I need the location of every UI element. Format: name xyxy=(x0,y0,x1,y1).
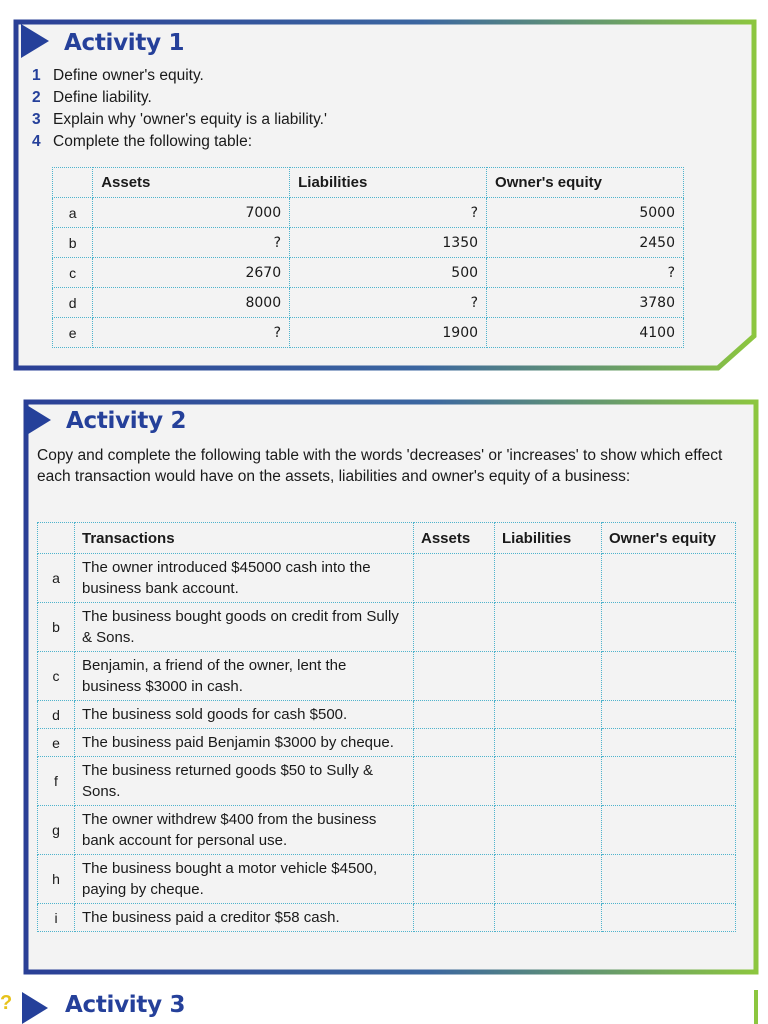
transaction-cell: The business paid Benjamin $3000 by cheque. xyxy=(75,729,414,757)
equity-answer-cell xyxy=(602,806,736,855)
table-row xyxy=(53,198,684,228)
lightbulb-icon: ? xyxy=(0,992,13,1014)
equity-answer-cell xyxy=(602,904,736,932)
assets-cell: 2670 xyxy=(93,258,290,288)
transaction-cell: The owner withdrew $400 from the business bank account for personal use. xyxy=(75,806,414,855)
activity-1-title: Activity 1 xyxy=(64,30,185,56)
liabilities-cell: 1350 xyxy=(290,228,487,258)
liabilities-cell: 500 xyxy=(290,258,487,288)
assets-cell: 8000 xyxy=(93,288,290,318)
assets-answer-cell xyxy=(414,757,495,806)
row-label: c xyxy=(38,652,75,701)
assets-answer-cell xyxy=(414,729,495,757)
equity-answer-cell xyxy=(602,554,736,603)
assets-answer-cell xyxy=(414,701,495,729)
row-label: b xyxy=(53,228,93,258)
assets-answer-cell xyxy=(414,806,495,855)
equity-cell: ? xyxy=(487,258,684,288)
activity-2-title: Activity 2 xyxy=(66,408,187,434)
col-header-assets: Assets xyxy=(93,168,290,198)
table-row xyxy=(53,258,684,288)
row-label: i xyxy=(38,904,75,932)
liabilities-answer-cell xyxy=(495,806,602,855)
table-row xyxy=(38,904,736,932)
liabilities-cell: 1900 xyxy=(290,318,487,348)
equity-cell: 5000 xyxy=(487,198,684,228)
table-row xyxy=(38,855,736,904)
row-label: a xyxy=(53,198,93,228)
liabilities-answer-cell xyxy=(495,904,602,932)
transactions-table xyxy=(37,522,736,932)
assets-answer-cell xyxy=(414,554,495,603)
liabilities-answer-cell xyxy=(495,855,602,904)
row-label: d xyxy=(53,288,93,318)
liabilities-answer-cell xyxy=(495,701,602,729)
transaction-cell: The owner introduced $45000 cash into the business bank account. xyxy=(75,554,414,603)
assets-answer-cell xyxy=(414,904,495,932)
liabilities-answer-cell xyxy=(495,729,602,757)
table-row xyxy=(38,603,736,652)
liabilities-cell: ? xyxy=(290,288,487,318)
activity-2-instructions: Copy and complete the following table with the words 'decreases' or 'increases' to show which effect each transaction would have on the assets, liabilities and owner's equity of a business: xyxy=(37,447,723,485)
table-row xyxy=(53,318,684,348)
row-label: h xyxy=(38,855,75,904)
activity-arrow-icon xyxy=(21,24,49,58)
assets-answer-cell xyxy=(414,652,495,701)
col-header-assets: Assets xyxy=(414,523,495,554)
liabilities-answer-cell xyxy=(495,757,602,806)
col-header-owners-equity: Owner's equity xyxy=(602,523,736,554)
table-row xyxy=(38,652,736,701)
question-item: 3 Explain why 'owner's equity is a liability.' xyxy=(32,111,327,128)
table-row xyxy=(38,806,736,855)
equity-answer-cell xyxy=(602,701,736,729)
table-header-row xyxy=(53,168,684,198)
equity-cell: 2450 xyxy=(487,228,684,258)
question-item: 1 Define owner's equity. xyxy=(32,67,204,84)
equity-answer-cell xyxy=(602,652,736,701)
equity-table xyxy=(52,167,684,348)
transaction-cell: The business sold goods for cash $500. xyxy=(75,701,414,729)
assets-answer-cell xyxy=(414,855,495,904)
row-label: e xyxy=(38,729,75,757)
transaction-cell: The business paid a creditor $58 cash. xyxy=(75,904,414,932)
question-list xyxy=(32,65,327,153)
col-header-liabilities: Liabilities xyxy=(495,523,602,554)
row-label: e xyxy=(53,318,93,348)
activity-arrow-icon xyxy=(25,404,51,436)
row-label: a xyxy=(38,554,75,603)
liabilities-answer-cell xyxy=(495,652,602,701)
table-row xyxy=(38,729,736,757)
question-item: 4 Complete the following table: xyxy=(32,133,253,150)
activity-arrow-icon xyxy=(22,992,48,1024)
table-header-row xyxy=(38,523,736,554)
transaction-cell: Benjamin, a friend of the owner, lent the business $3000 in cash. xyxy=(75,652,414,701)
equity-cell: 4100 xyxy=(487,318,684,348)
activity-3-title: Activity 3 xyxy=(65,992,186,1018)
table-row xyxy=(38,554,736,603)
activity-1-box xyxy=(12,18,758,372)
col-header-transactions: Transactions xyxy=(75,523,414,554)
equity-answer-cell xyxy=(602,855,736,904)
transaction-cell: The business returned goods $50 to Sully & Sons. xyxy=(75,757,414,806)
table-row xyxy=(38,701,736,729)
liabilities-answer-cell xyxy=(495,603,602,652)
equity-cell: 3780 xyxy=(487,288,684,318)
row-label: g xyxy=(38,806,75,855)
transaction-cell: The business bought goods on credit from Sully & Sons. xyxy=(75,603,414,652)
assets-cell: ? xyxy=(93,228,290,258)
liabilities-cell: ? xyxy=(290,198,487,228)
row-label: c xyxy=(53,258,93,288)
table-row xyxy=(53,288,684,318)
question-item: 2 Define liability. xyxy=(32,89,152,106)
table-row xyxy=(53,228,684,258)
row-label: b xyxy=(38,603,75,652)
equity-answer-cell xyxy=(602,729,736,757)
row-label: f xyxy=(38,757,75,806)
equity-answer-cell xyxy=(602,603,736,652)
equity-answer-cell xyxy=(602,757,736,806)
col-header-liabilities: Liabilities xyxy=(290,168,487,198)
assets-answer-cell xyxy=(414,603,495,652)
row-label: d xyxy=(38,701,75,729)
assets-cell: 7000 xyxy=(93,198,290,228)
table-row xyxy=(38,757,736,806)
transaction-cell: The business bought a motor vehicle $4500, paying by cheque. xyxy=(75,855,414,904)
activity-3-frame-edge xyxy=(754,990,758,1024)
assets-cell: ? xyxy=(93,318,290,348)
liabilities-answer-cell xyxy=(495,554,602,603)
col-header-owners-equity: Owner's equity xyxy=(487,168,684,198)
